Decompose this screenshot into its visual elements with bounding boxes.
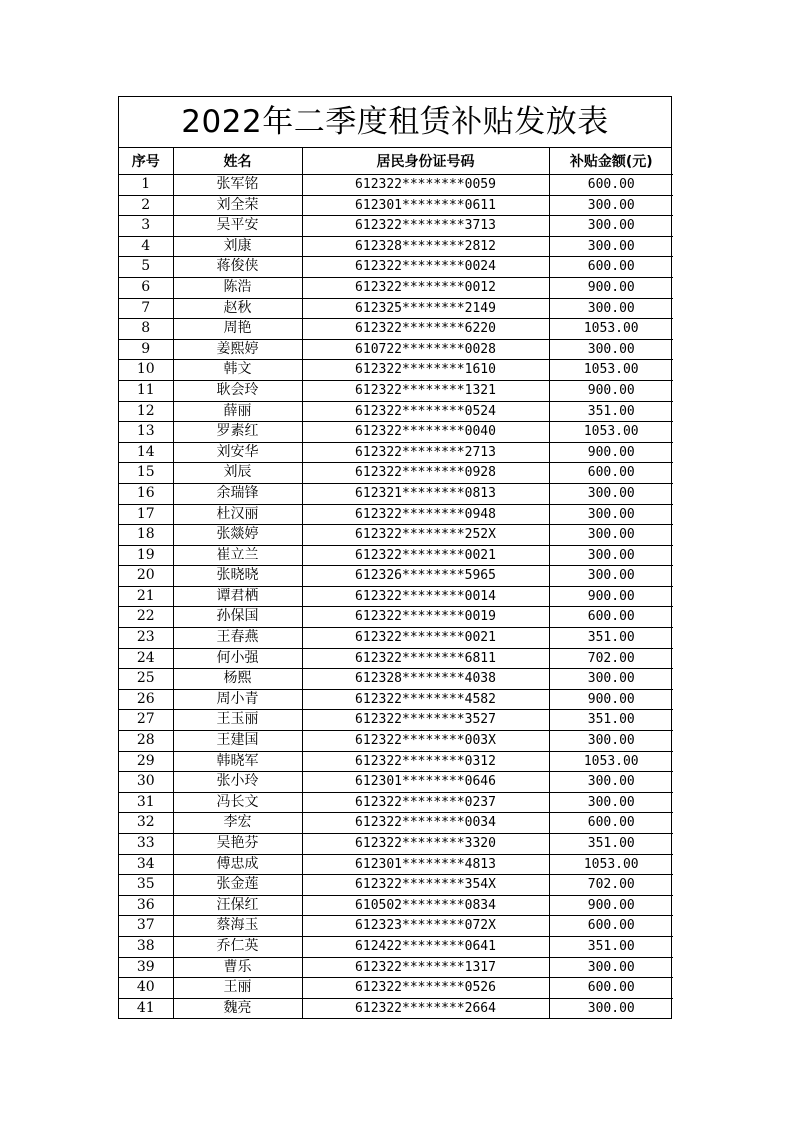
serial-number-cell: 34 bbox=[119, 854, 173, 875]
name-cell: 乔仁英 bbox=[173, 936, 302, 957]
id-number-cell: 612322********2664 bbox=[302, 998, 549, 1018]
table-row bbox=[119, 751, 673, 772]
table-row bbox=[119, 216, 673, 237]
name-cell: 谭君栖 bbox=[173, 586, 302, 607]
serial-number-cell: 14 bbox=[119, 442, 173, 463]
table-row bbox=[119, 195, 673, 216]
table-row bbox=[119, 175, 673, 196]
subsidy-amount-cell: 351.00 bbox=[549, 401, 673, 422]
id-number-cell: 612322********4582 bbox=[302, 689, 549, 710]
table-row bbox=[119, 422, 673, 443]
id-number-cell: 612328********4038 bbox=[302, 669, 549, 690]
table-row bbox=[119, 360, 673, 381]
subsidy-amount-cell: 300.00 bbox=[549, 339, 673, 360]
name-cell: 崔立兰 bbox=[173, 545, 302, 566]
id-number-cell: 612322********3320 bbox=[302, 834, 549, 855]
id-number-cell: 612322********0312 bbox=[302, 751, 549, 772]
name-cell: 刘全荣 bbox=[173, 195, 302, 216]
serial-number-cell: 10 bbox=[119, 360, 173, 381]
table-title: 2022年二季度租赁补贴发放表 bbox=[119, 97, 671, 148]
table-row bbox=[119, 895, 673, 916]
serial-number-cell: 6 bbox=[119, 277, 173, 298]
subsidy-amount-cell: 702.00 bbox=[549, 875, 673, 896]
name-cell: 薛丽 bbox=[173, 401, 302, 422]
serial-number-cell: 35 bbox=[119, 875, 173, 896]
subsidy-amount-cell: 300.00 bbox=[587, 1000, 635, 1016]
serial-number-cell: 11 bbox=[119, 380, 173, 401]
subsidy-amount-cell: 300.00 bbox=[549, 483, 673, 504]
table-row bbox=[119, 854, 673, 875]
header-subsidy-amount: 补贴金额(元) bbox=[549, 148, 673, 175]
table-row bbox=[119, 463, 673, 484]
serial-number-cell: 38 bbox=[119, 936, 173, 957]
serial-number-cell: 3 bbox=[119, 216, 173, 237]
subsidy-table bbox=[119, 148, 673, 1018]
subsidy-amount-cell: 300.00 bbox=[549, 792, 673, 813]
subsidy-amount-cell: 600.00 bbox=[549, 175, 673, 196]
serial-number-cell: 27 bbox=[119, 710, 173, 731]
subsidy-amount-cell: 702.00 bbox=[549, 648, 673, 669]
subsidy-table-sheet bbox=[118, 96, 672, 1019]
name-cell: 蒋俊侠 bbox=[173, 257, 302, 278]
id-number-cell: 612322********1321 bbox=[302, 380, 549, 401]
serial-number-cell: 9 bbox=[119, 339, 173, 360]
serial-number-cell: 28 bbox=[119, 731, 173, 752]
id-number-cell: 610722********0028 bbox=[302, 339, 549, 360]
id-number-cell: 612322********6811 bbox=[302, 648, 549, 669]
table-row bbox=[119, 834, 673, 855]
name-cell: 韩文 bbox=[173, 360, 302, 381]
subsidy-amount-cell: 300.00 bbox=[549, 957, 673, 978]
id-number-cell: 612322********1317 bbox=[302, 957, 549, 978]
name-cell: 周小青 bbox=[173, 689, 302, 710]
id-number-cell: 612322********0024 bbox=[302, 257, 549, 278]
serial-number-cell: 31 bbox=[119, 792, 173, 813]
id-number-cell: 612322********0948 bbox=[302, 504, 549, 525]
name-cell: 魏亮 bbox=[173, 998, 302, 1018]
header-name: 姓名 bbox=[173, 148, 302, 175]
subsidy-amount-cell: 300.00 bbox=[549, 731, 673, 752]
name-cell: 罗素红 bbox=[173, 422, 302, 443]
subsidy-amount-cell: 900.00 bbox=[549, 895, 673, 916]
name-cell: 张金莲 bbox=[173, 875, 302, 896]
name-cell: 杜汉丽 bbox=[173, 504, 302, 525]
serial-number-cell: 12 bbox=[119, 401, 173, 422]
name-cell: 张军铭 bbox=[173, 175, 302, 196]
serial-number-cell: 4 bbox=[119, 236, 173, 257]
table-row bbox=[119, 813, 673, 834]
serial-number-cell: 40 bbox=[119, 978, 173, 999]
table-row bbox=[119, 545, 673, 566]
id-number-cell: 612322********0059 bbox=[302, 175, 549, 196]
serial-number-cell: 24 bbox=[119, 648, 173, 669]
id-number-cell: 612322********6220 bbox=[302, 319, 549, 340]
subsidy-amount-cell: 351.00 bbox=[549, 710, 673, 731]
name-cell: 王丽 bbox=[173, 978, 302, 999]
id-number-cell: 612301********0646 bbox=[302, 772, 549, 793]
serial-number-cell: 32 bbox=[119, 813, 173, 834]
serial-number-cell: 23 bbox=[119, 628, 173, 649]
subsidy-amount-cell: 300.00 bbox=[549, 669, 673, 690]
table-row bbox=[119, 442, 673, 463]
name-cell: 汪保红 bbox=[173, 895, 302, 916]
header-row bbox=[119, 148, 673, 175]
subsidy-amount-cell: 900.00 bbox=[549, 442, 673, 463]
id-number-cell: 612322********0526 bbox=[302, 978, 549, 999]
id-number-cell: 612301********4813 bbox=[302, 854, 549, 875]
table-row bbox=[119, 319, 673, 340]
id-number-cell: 612322********0237 bbox=[302, 792, 549, 813]
name-cell: 冯长文 bbox=[173, 792, 302, 813]
table-row bbox=[119, 236, 673, 257]
id-number-cell: 610502********0834 bbox=[302, 895, 549, 916]
table-row bbox=[119, 257, 673, 278]
table-row bbox=[119, 648, 673, 669]
id-number-cell: 612322********0021 bbox=[302, 628, 549, 649]
subsidy-amount-cell: 900.00 bbox=[549, 380, 673, 401]
serial-number-cell: 37 bbox=[119, 916, 173, 937]
serial-number-cell: 16 bbox=[119, 483, 173, 504]
name-cell: 韩晓军 bbox=[173, 751, 302, 772]
subsidy-amount-cell: 900.00 bbox=[549, 277, 673, 298]
subsidy-amount-cell: 1053.00 bbox=[549, 422, 673, 443]
subsidy-amount-cell: 600.00 bbox=[549, 463, 673, 484]
serial-number-cell: 5 bbox=[119, 257, 173, 278]
table-row bbox=[119, 710, 673, 731]
id-number-cell: 612322********3713 bbox=[302, 216, 549, 237]
subsidy-amount-cell: 300.00 bbox=[549, 566, 673, 587]
name-cell: 耿会玲 bbox=[173, 380, 302, 401]
subsidy-amount-cell: 900.00 bbox=[549, 586, 673, 607]
id-number-cell: 612322********2713 bbox=[302, 442, 549, 463]
table-row bbox=[119, 525, 673, 546]
name-cell: 张小玲 bbox=[173, 772, 302, 793]
subsidy-amount-cell: 351.00 bbox=[549, 834, 673, 855]
table-row bbox=[119, 277, 673, 298]
id-number-cell: 612326********5965 bbox=[302, 566, 549, 587]
table-row bbox=[119, 339, 673, 360]
subsidy-amount-cell: 351.00 bbox=[549, 936, 673, 957]
subsidy-amount-cell: 600.00 bbox=[549, 813, 673, 834]
table-row bbox=[119, 669, 673, 690]
serial-number-cell: 18 bbox=[119, 525, 173, 546]
serial-number-cell: 20 bbox=[119, 566, 173, 587]
name-cell: 姜熙婷 bbox=[173, 339, 302, 360]
id-number-cell: 612321********0813 bbox=[302, 483, 549, 504]
name-cell: 余瑞锋 bbox=[173, 483, 302, 504]
name-cell: 傅忠成 bbox=[173, 854, 302, 875]
table-row bbox=[119, 504, 673, 525]
name-cell: 刘康 bbox=[173, 236, 302, 257]
subsidy-amount-cell: 351.00 bbox=[549, 628, 673, 649]
serial-number-cell: 29 bbox=[119, 751, 173, 772]
name-cell: 曹乐 bbox=[173, 957, 302, 978]
serial-number-cell: 2 bbox=[119, 195, 173, 216]
subsidy-amount-cell: 300.00 bbox=[549, 504, 673, 525]
serial-number-cell: 39 bbox=[119, 957, 173, 978]
table-row bbox=[119, 978, 673, 999]
serial-number-cell: 1 bbox=[119, 175, 173, 196]
subsidy-amount-cell: 300.00 bbox=[549, 772, 673, 793]
subsidy-amount-cell: 1053.00 bbox=[549, 360, 673, 381]
serial-number-cell: 15 bbox=[119, 463, 173, 484]
id-number-cell: 612323********072X bbox=[302, 916, 549, 937]
name-cell: 王建国 bbox=[173, 731, 302, 752]
id-number-cell: 612322********0034 bbox=[302, 813, 549, 834]
table-row bbox=[119, 731, 673, 752]
name-cell: 刘安华 bbox=[173, 442, 302, 463]
table-row bbox=[119, 380, 673, 401]
header-serial-number: 序号 bbox=[119, 148, 173, 175]
id-number-cell: 612322********354X bbox=[302, 875, 549, 896]
table-row bbox=[119, 586, 673, 607]
table-row bbox=[119, 998, 673, 1018]
subsidy-amount-cell: 300.00 bbox=[549, 545, 673, 566]
name-cell: 吴平安 bbox=[173, 216, 302, 237]
serial-number-cell: 13 bbox=[119, 422, 173, 443]
table-row bbox=[119, 628, 673, 649]
subsidy-amount-cell: 300.00 bbox=[549, 216, 673, 237]
subsidy-amount-cell: 600.00 bbox=[549, 916, 673, 937]
name-cell: 蔡海玉 bbox=[173, 916, 302, 937]
table-row bbox=[119, 916, 673, 937]
serial-number-cell: 19 bbox=[119, 545, 173, 566]
id-number-cell: 612328********2812 bbox=[302, 236, 549, 257]
name-cell: 孙保国 bbox=[173, 607, 302, 628]
table-row bbox=[119, 298, 673, 319]
serial-number-cell: 7 bbox=[119, 298, 173, 319]
subsidy-amount-cell: 300.00 bbox=[549, 195, 673, 216]
serial-number-cell: 25 bbox=[119, 669, 173, 690]
name-cell: 王玉丽 bbox=[173, 710, 302, 731]
table-row bbox=[119, 607, 673, 628]
table-row bbox=[119, 566, 673, 587]
id-number-cell: 612325********2149 bbox=[302, 298, 549, 319]
serial-number-cell: 41 bbox=[119, 998, 173, 1018]
subsidy-amount-cell: 300.00 bbox=[549, 236, 673, 257]
name-cell: 吴艳芬 bbox=[173, 834, 302, 855]
id-number-cell: 612422********0641 bbox=[302, 936, 549, 957]
table-row bbox=[119, 689, 673, 710]
serial-number-cell: 22 bbox=[119, 607, 173, 628]
id-number-cell: 612301********0611 bbox=[302, 195, 549, 216]
name-cell: 刘辰 bbox=[173, 463, 302, 484]
name-cell: 张燚婷 bbox=[173, 525, 302, 546]
table-body bbox=[119, 175, 673, 1019]
table-row bbox=[119, 792, 673, 813]
name-cell: 杨熙 bbox=[173, 669, 302, 690]
subsidy-amount-cell: 600.00 bbox=[549, 607, 673, 628]
id-number-cell: 612322********0524 bbox=[302, 401, 549, 422]
subsidy-amount-cell: 1053.00 bbox=[549, 319, 673, 340]
id-number-cell: 612322********0014 bbox=[302, 586, 549, 607]
table-row bbox=[119, 772, 673, 793]
table-row bbox=[119, 936, 673, 957]
serial-number-cell: 21 bbox=[119, 586, 173, 607]
id-number-cell: 612322********0021 bbox=[302, 545, 549, 566]
serial-number-cell: 36 bbox=[119, 895, 173, 916]
serial-number-cell: 30 bbox=[119, 772, 173, 793]
name-cell: 何小强 bbox=[173, 648, 302, 669]
id-number-cell: 612322********0019 bbox=[302, 607, 549, 628]
subsidy-amount-cell: 600.00 bbox=[549, 257, 673, 278]
name-cell: 王春燕 bbox=[173, 628, 302, 649]
subsidy-amount-cell: 300.00 bbox=[549, 525, 673, 546]
subsidy-amount-cell: 1053.00 bbox=[549, 854, 673, 875]
serial-number-cell: 17 bbox=[119, 504, 173, 525]
id-number-cell: 612322********0012 bbox=[302, 277, 549, 298]
id-number-cell: 612322********003X bbox=[302, 731, 549, 752]
name-cell: 陈浩 bbox=[173, 277, 302, 298]
name-cell: 赵秋 bbox=[173, 298, 302, 319]
id-number-cell: 612322********1610 bbox=[302, 360, 549, 381]
table-row bbox=[119, 401, 673, 422]
id-number-cell: 612322********252X bbox=[302, 525, 549, 546]
subsidy-amount-cell: 600.00 bbox=[549, 978, 673, 999]
name-cell: 周艳 bbox=[173, 319, 302, 340]
serial-number-cell: 33 bbox=[119, 834, 173, 855]
id-number-cell: 612322********3527 bbox=[302, 710, 549, 731]
serial-number-cell: 8 bbox=[119, 319, 173, 340]
table-row bbox=[119, 957, 673, 978]
table-row bbox=[119, 875, 673, 896]
name-cell: 张晓晓 bbox=[173, 566, 302, 587]
serial-number-cell: 26 bbox=[119, 689, 173, 710]
header-id-number: 居民身份证号码 bbox=[302, 148, 549, 175]
id-number-cell: 612322********0040 bbox=[302, 422, 549, 443]
id-number-cell: 612322********0928 bbox=[302, 463, 549, 484]
subsidy-amount-cell: 1053.00 bbox=[549, 751, 673, 772]
name-cell: 李宏 bbox=[173, 813, 302, 834]
subsidy-amount-cell: 300.00 bbox=[549, 298, 673, 319]
table-row bbox=[119, 483, 673, 504]
subsidy-amount-cell: 900.00 bbox=[549, 689, 673, 710]
